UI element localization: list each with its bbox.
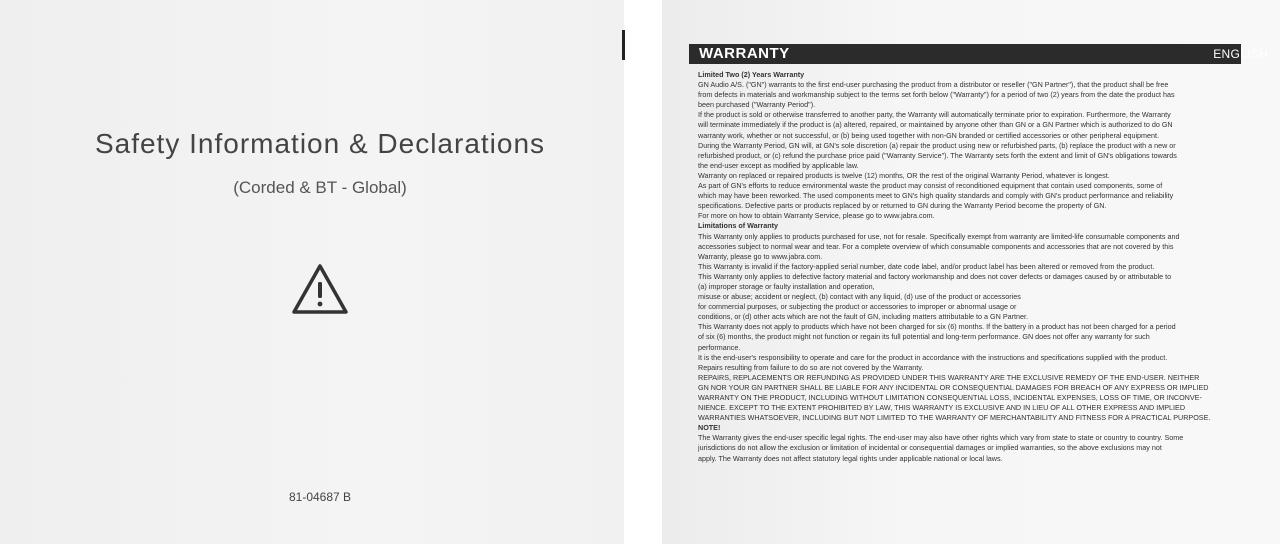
warranty-line: NIENCE. EXCEPT TO THE EXTENT PROHIBITED BY LAW, THIS WARRANTY IS EXCLUSIVE AND IN LIEU OF ALL OTHER EXPRESS AND IMPLIED — [698, 403, 1186, 413]
warning-triangle-icon — [290, 262, 350, 318]
document-subtitle: (Corded & BT - Global) — [233, 178, 407, 197]
warranty-line: jurisdictions do not allow the exclusion or limitation of incidental or consequential damages or implied warranties, so the above exclusions may not — [698, 443, 1162, 453]
warranty-line: (a) improper storage or faulty installation and operation, — [698, 281, 875, 291]
binding-edge — [622, 30, 625, 60]
warranty-line: GN NOR YOUR GN PARTNER SHALL BE LIABLE FOR ANY INCIDENTAL OR CONSEQUENTIAL DAMAGES FOR BREACH OF ANY EXPRESS OR IMPLIED — [698, 382, 1209, 392]
warranty-line: Warranty, please go to www.jabra.com. — [698, 251, 823, 261]
warranty-line: for commercial purposes, or subjecting the product or accessories to improper or abnormal usage or — [698, 302, 1017, 312]
warranty-line: As part of GN's efforts to reduce environmental waste the product may consist of reconditioned equipment that contain used components, some of — [698, 181, 1163, 191]
language-label: ENGLISH — [1213, 47, 1268, 61]
warranty-line: If the product is sold or otherwise transferred to another party, the Warranty will automatically terminate prior to expiration. Furthermore, the Warranty — [698, 110, 1171, 120]
warranty-line: specifications. Defective parts or products replaced by or returned to GN during the Warranty Period become the property of GN. — [698, 201, 1107, 211]
warranty-line: GN Audio A/S. ("GN") warrants to the first end-user purchasing the product from a distributor or reseller ("GN Partner"), that the product shall be free — [698, 80, 1169, 90]
warranty-line: It is the end-user's responsibility to operate and care for the product in accordance with the instructions and specifications supplied with the product. — [698, 352, 1168, 362]
warranty-line: performance. — [698, 342, 741, 352]
warranty-heading: Limited Two (2) Years Warranty — [698, 70, 805, 79]
warranty-text — [698, 70, 1266, 464]
warranty-line: This Warranty only applies to defective factory material and factory workmanship and does not cover defects or damages caused by or attributable to — [698, 271, 1172, 281]
warranty-line: misuse or abuse; accident or neglect, (b) contact with any liquid, (d) use of the product or accessories — [698, 292, 1021, 302]
warranty-line: will terminate immediately if the product is (a) altered, repaired, or maintained by anyone other than GN or a GN Partner which is authorized to do GN — [698, 120, 1173, 130]
warranty-line: conditions, or (d) other acts which are not the fault of GN, including matters attributable to a GN Partner. — [698, 312, 1028, 322]
document-title: Safety Information & Declarations — [94, 128, 546, 159]
right-page — [662, 0, 1280, 544]
warranty-line: During the Warranty Period, GN will, at GN's sole discretion (a) repair the product using new or refurbished parts, (b) replace the product with a new or — [698, 140, 1176, 150]
warranty-line: This Warranty does not apply to products which have not been charged for six (6) months. If the battery in a product has not been charged for a period — [698, 322, 1176, 332]
warranty-heading: NOTE! — [698, 423, 721, 433]
warranty-line: The Warranty gives the end-user specific legal rights. The end-user may also have other rights which vary from state to state or country to country. Some — [698, 433, 1184, 443]
warranty-heading: Limitations of Warranty — [698, 221, 778, 231]
warranty-line: WARRANTIES WHATSOEVER, INCLUDING BUT NOT LIMITED TO THE WARRANTY OF MERCHANTABILITY AND FITNESS FOR A PRACTICAL PURPOSE. — [698, 413, 1211, 423]
warranty-line: been purchased ("Warranty Period"). — [698, 100, 816, 110]
warranty-line: Warranty on replaced or repaired products is twelve (12) months, OR the rest of the original Warranty Period, whatever is longest. — [698, 170, 1110, 180]
warranty-line: apply. The Warranty does not affect statutory legal rights under applicable national or local laws. — [698, 453, 1003, 463]
warranty-line: This Warranty only applies to products purchased for use, not for resale. Specifically exempt from warranty are limited-life consumable components and — [698, 231, 1180, 241]
warranty-line: which may have been reworked. The used components meet to GN's high quality standards and comply with GN's product performance and reliability — [698, 191, 1174, 201]
warranty-line: refurbished product, or (c) refund the purchase price paid ("Warranty Service"). The Warranty sets forth the extent and limit of GN's obligations towards — [698, 150, 1177, 160]
section-title: WARRANTY — [699, 45, 790, 62]
warranty-line: This Warranty is invalid if the factory-applied serial number, date code label, and/or product label has been altered or removed from the product. — [698, 261, 1155, 271]
warranty-line: warranty work, whether or not successful, or (b) being used together with non-GN branded or certified accessories or other peripheral equipment. — [698, 130, 1160, 140]
warranty-line: from defects in materials and workmanship subject to the terms set forth below ("Warranty") for a period of two (2) years from the date the product has — [698, 90, 1175, 100]
warranty-line: of six (6) months, the product might not function or regain its full potential and long-term performance. GN does not offer any warranty for such — [698, 332, 1150, 342]
part-number: 81-04687 B — [288, 490, 352, 504]
warranty-line: accessories subject to normal wear and tear. For a complete overview of which consumable components and accessories that are not covered by this — [698, 241, 1174, 251]
warranty-line: Repairs resulting from failure to do so are not covered by the Warranty. — [698, 362, 924, 372]
left-page — [0, 0, 624, 544]
warranty-line: WARRANTY ON THE PRODUCT, INCLUDING WITHOUT LIMITATION CONSEQUENTIAL LOSS, INCIDENTAL EXPENSES, LOSS OF TIME, OR INCONVE- — [698, 393, 1202, 402]
warranty-line: the end-user except as modified by applicable law. — [698, 160, 859, 170]
warranty-line: For more on how to obtain Warranty Service, please go to www.jabra.com. — [698, 211, 935, 221]
warranty-line: REPAIRS, REPLACEMENTS OR REFUNDING AS PROVIDED UNDER THIS WARRANTY ARE THE EXCLUSIVE REMEDY OF THE END-USER. NEITHER — [698, 372, 1200, 382]
